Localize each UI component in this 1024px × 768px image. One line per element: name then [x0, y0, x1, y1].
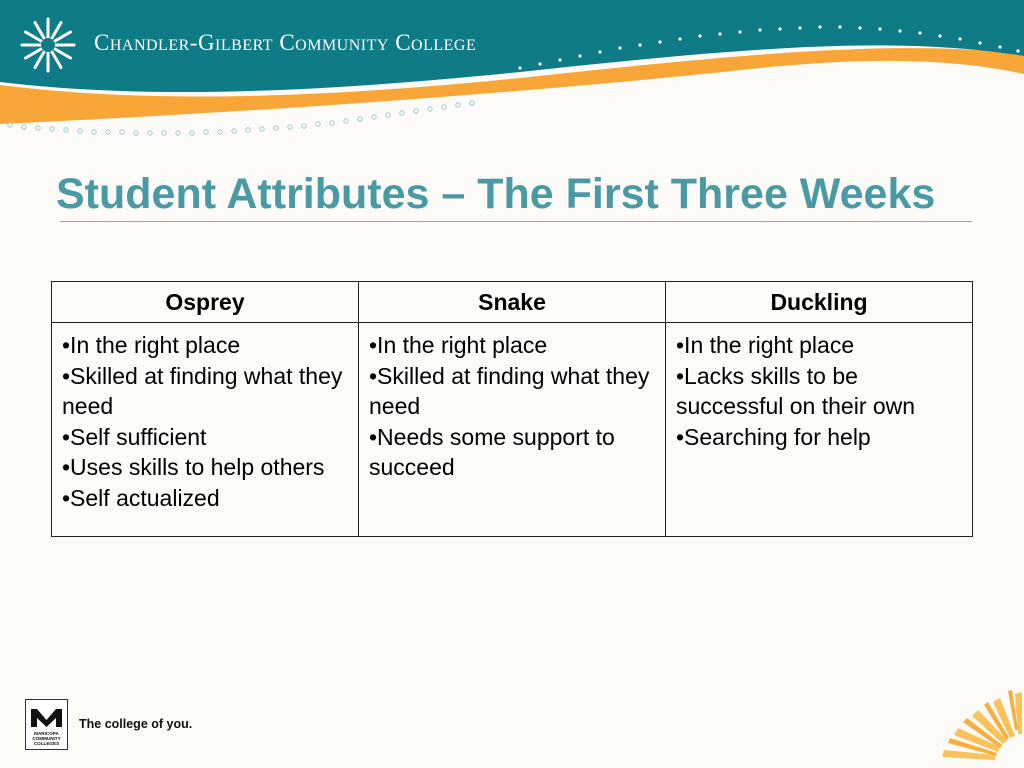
svg-text:COLLEGES: COLLEGES	[33, 741, 60, 746]
attributes-table	[51, 281, 973, 537]
tagline: The college of you.	[79, 717, 193, 731]
college-name: Chandler-Gilbert Community College	[94, 30, 477, 55]
column-header-snake: Snake	[359, 282, 666, 323]
maricopa-logo-icon	[25, 699, 68, 750]
snake-list	[369, 330, 655, 483]
list-item: •Self actualized	[62, 484, 220, 511]
list-item: •In the right place	[369, 332, 548, 358]
osprey-list	[62, 330, 348, 513]
list-item: •Uses skills to help others	[62, 454, 325, 480]
duckling-list	[676, 330, 962, 452]
header-banner	[0, 0, 1024, 145]
slide-title: Student Attributes – The First Three Weeks	[56, 170, 936, 218]
duckling-cell	[666, 323, 973, 537]
table-row	[52, 323, 973, 537]
snake-cell	[359, 323, 666, 537]
svg-text:COMMUNITY: COMMUNITY	[32, 736, 61, 741]
column-header-osprey: Osprey	[52, 282, 359, 323]
list-item: •Skilled at finding what they need	[62, 362, 343, 419]
list-item: •In the right place	[676, 332, 855, 358]
list-item: •Needs some support to succeed	[369, 423, 615, 480]
osprey-cell	[52, 323, 359, 537]
table-header-row	[52, 282, 973, 323]
list-item: •In the right place	[62, 332, 241, 358]
list-item: •Self sufficient	[62, 423, 207, 450]
list-item: •Lacks skills to be successful on their own	[676, 362, 916, 419]
title-underline	[60, 221, 972, 222]
list-item: •Searching for help	[676, 423, 871, 450]
list-item: •Skilled at finding what they need	[369, 362, 650, 419]
column-header-duckling: Duckling	[666, 282, 973, 323]
svg-text:MARICOPA: MARICOPA	[34, 731, 59, 736]
sunburst-decoration-icon	[930, 690, 1024, 768]
